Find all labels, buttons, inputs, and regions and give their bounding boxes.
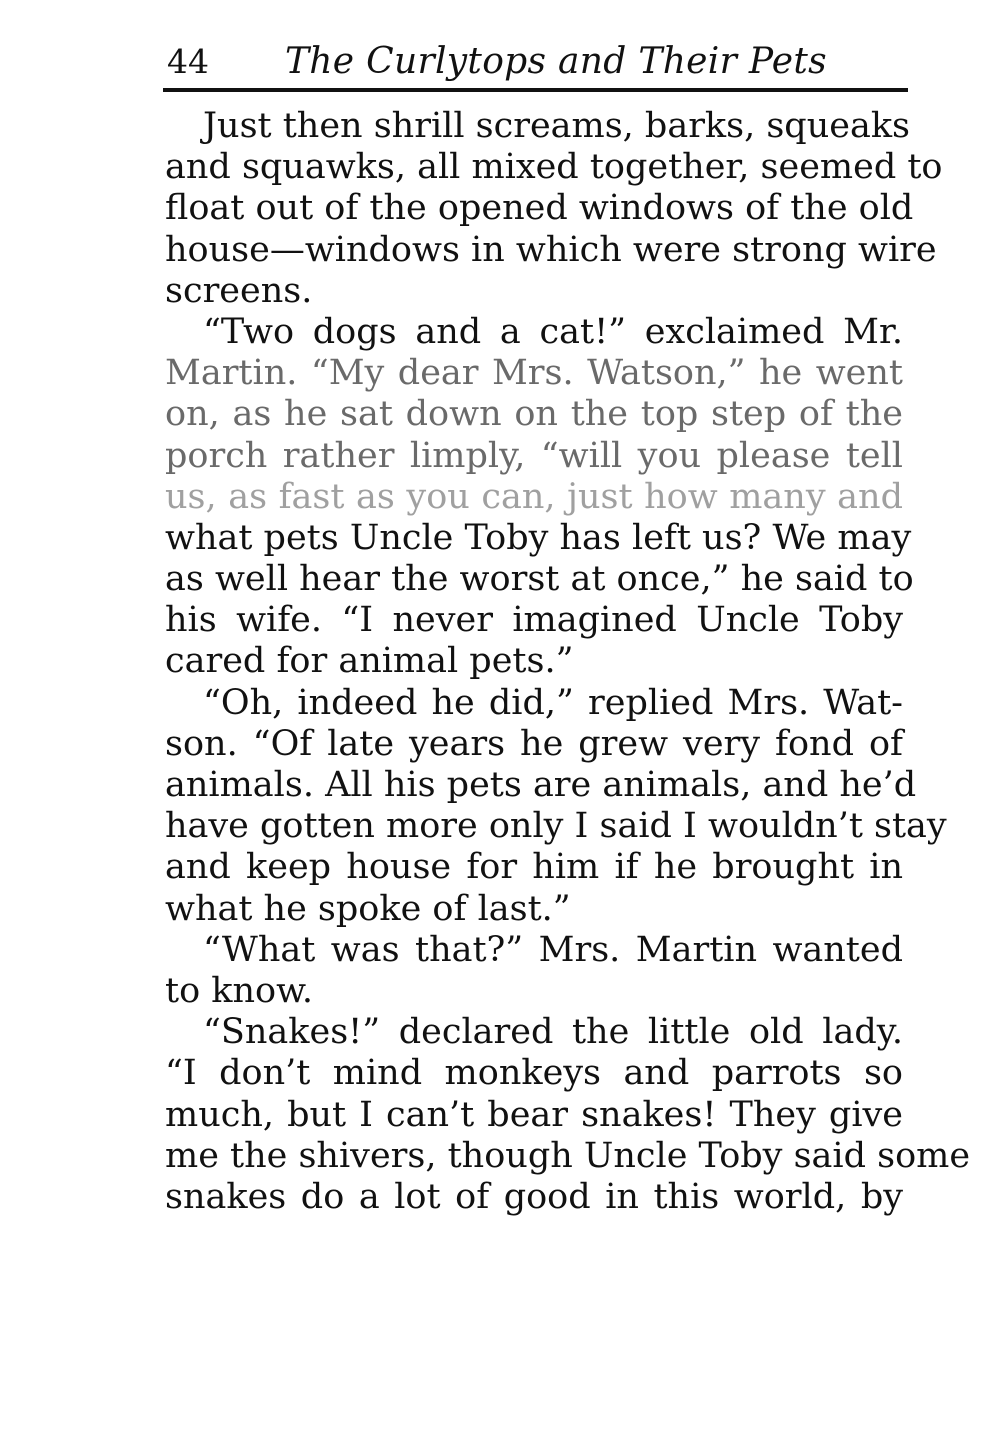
text-line: his wife. “I never imagined Uncle Toby [165, 600, 903, 641]
running-title: The Curlytops and Their Pets [285, 41, 827, 82]
text-line: have gotten more only I said I wouldn’t stay [165, 806, 947, 847]
header-rule [163, 88, 908, 92]
text-line: me the shivers, though Uncle Toby said some [165, 1135, 971, 1176]
text-line: son. “Of late years he grew very fond of [165, 723, 903, 764]
page-number: 44 [167, 42, 209, 81]
text-line: cared for animal pets.” [165, 641, 574, 682]
text-line: and squawks, all mixed together, seemed to [165, 147, 943, 188]
text-line: float out of the opened windows of the old [165, 188, 914, 229]
text-line: snakes do a lot of good in this world, by [165, 1176, 903, 1217]
text-line: as well hear the worst at once,” he said to [165, 559, 914, 600]
text-line: screens. [165, 270, 313, 311]
page-header [163, 40, 908, 88]
text-line: on, as he sat down on the top step of the [165, 394, 903, 435]
text-line: what he spoke of last.” [165, 888, 571, 929]
text-line: us, as fast as you can, just how many and [165, 476, 903, 517]
text-line: “I don’t mind monkeys and parrots so [165, 1053, 903, 1094]
text-line: Just then shrill screams, barks, squeaks [203, 106, 911, 146]
text-line: “Two dogs and a cat!” exclaimed Mr. [203, 311, 903, 352]
text-line: porch rather limply, “will you please tell [165, 435, 903, 476]
text-line: house—windows in which were strong wire [165, 229, 937, 270]
text-line: animals. All his pets are animals, and he’d [165, 765, 917, 805]
text-line: “Snakes!” declared the little old lady. [203, 1012, 903, 1053]
text-line: to know. [165, 970, 314, 1011]
body-text [165, 106, 971, 1218]
text-line: and keep house for him if he brought in [165, 847, 903, 888]
text-line: “Oh, indeed he did,” replied Mrs. Wat- [203, 682, 903, 723]
text-line: much, but I can’t bear snakes! They give [165, 1094, 903, 1135]
text-line: what pets Uncle Toby has left us? We may [165, 517, 912, 558]
text-line: “What was that?” Mrs. Martin wanted [203, 929, 903, 970]
text-line: Martin. “My dear Mrs. Watson,” he went [165, 353, 903, 394]
